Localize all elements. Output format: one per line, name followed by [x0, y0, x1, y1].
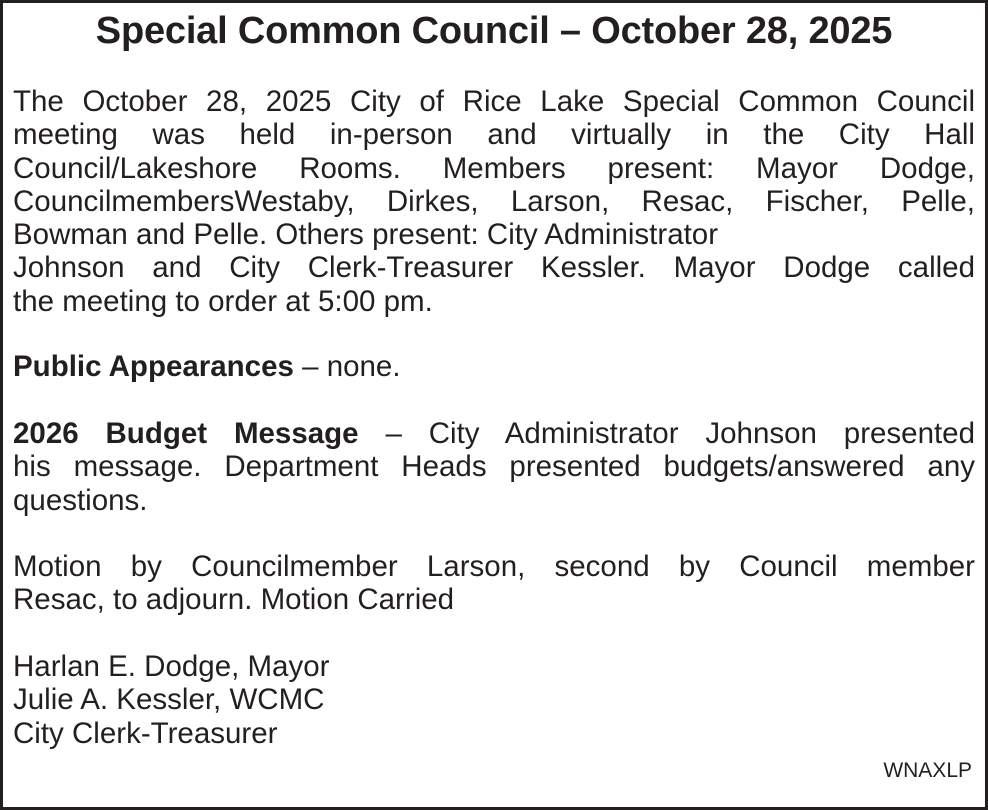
publication-code: WNAXLP [883, 759, 972, 782]
motion-line: Motion by Councilmember Larson, second by Council member [13, 550, 975, 583]
budget-message-heading: 2026 Budget Message [13, 417, 359, 450]
public-appearances-text: – none. [293, 350, 401, 383]
public-appearances-paragraph [13, 350, 975, 383]
budget-message-line: questions. [13, 483, 148, 517]
summary-line: Council/Lakeshore Rooms. Members present: Mayor Dodge, [13, 151, 975, 185]
signature-block [13, 650, 975, 750]
notice-title: Special Common Council – October 28, 2025 [95, 10, 893, 52]
motion-line: Resac, to adjourn. Motion Carried [13, 583, 455, 617]
summary-line: Johnson and City Clerk-Treasurer Kessler. Mayor Dodge called [13, 251, 975, 285]
signature-clerk-name: Julie A. Kessler, WCMC [13, 683, 325, 717]
budget-message-line [13, 417, 975, 450]
motion-paragraph [13, 550, 975, 617]
budget-message-line: his message. Department Heads presented budgets/answered any [13, 450, 975, 484]
summary-line: The October 28, 2025 City of Rice Lake Special Common Council [13, 85, 975, 118]
signature-clerk-title: City Clerk-Treasurer [13, 716, 278, 750]
budget-message-text: – City Administrator Johnson presented [358, 417, 975, 450]
signature-mayor: Harlan E. Dodge, Mayor [13, 650, 330, 683]
public-appearances-line [13, 350, 975, 383]
meeting-summary-paragraph [13, 85, 975, 318]
summary-line: CouncilmembersWestaby, Dirkes, Larson, Resac, Fischer, Pelle, [13, 184, 975, 218]
summary-line: meeting was held in-person and virtually in the City Hall [13, 118, 975, 152]
summary-line: the meeting to order at 5:00 pm. [13, 284, 433, 318]
summary-line: Bowman and Pelle. Others present: City Administrator [13, 218, 719, 252]
public-appearances-heading: Public Appearances [13, 350, 294, 383]
budget-message-paragraph [13, 417, 975, 517]
